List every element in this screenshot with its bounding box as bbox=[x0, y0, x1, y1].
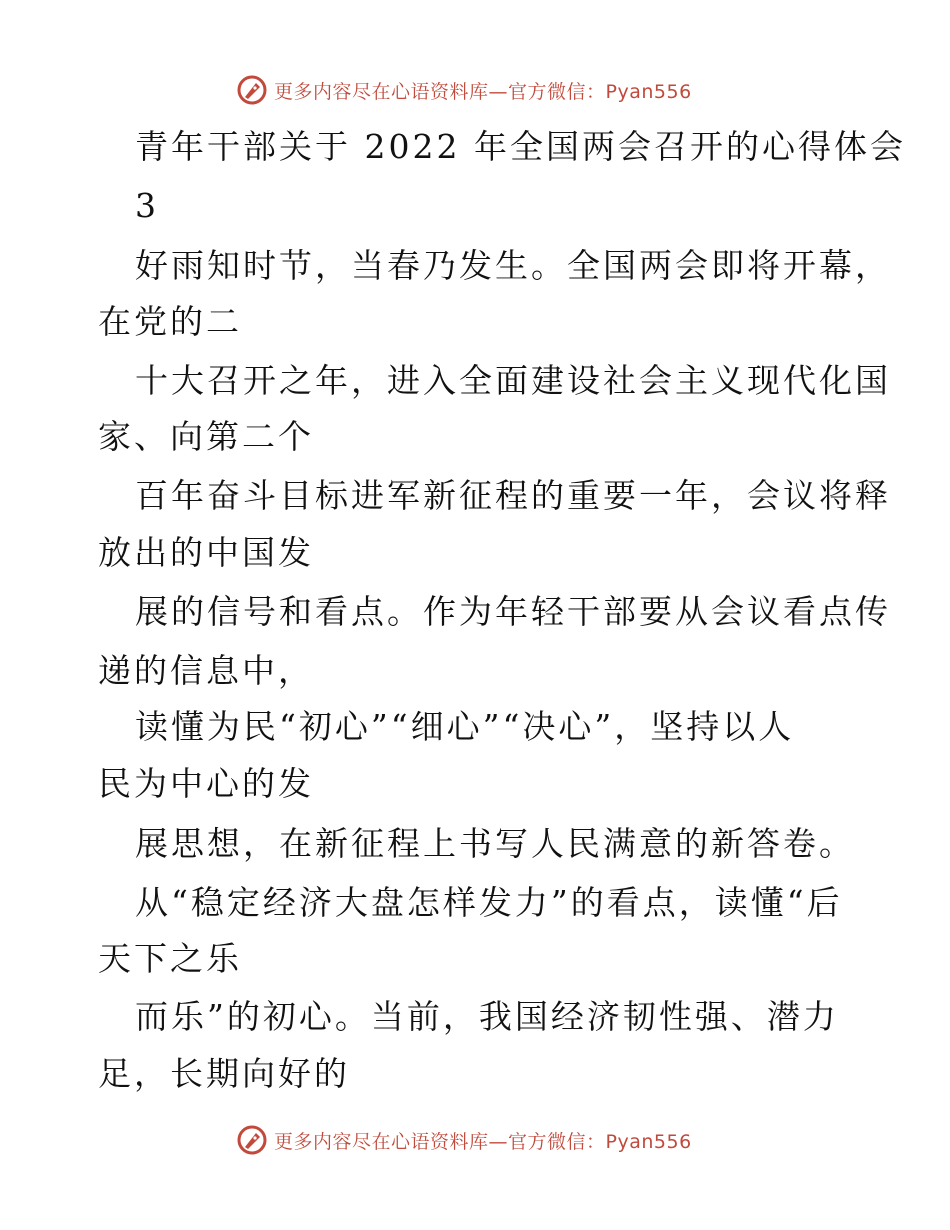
paragraph-line: 读懂为民“初心”“细心”“决心”，坚持以人 bbox=[135, 707, 795, 746]
pen-nib-logo-icon bbox=[236, 1124, 268, 1156]
paragraph-line: 展的信号和看点。作为年轻干部要从会议看点传 bbox=[135, 592, 891, 631]
paragraph-line: 展思想，在新征程上书写人民满意的新答卷。 bbox=[135, 824, 855, 863]
watermark-text: 更多内容尽在心语资料库—官方微信：Pyan556 bbox=[274, 80, 692, 103]
paragraph-line: 足，长期向好的 bbox=[98, 1054, 350, 1093]
paragraph-line: 家、向第二个 bbox=[98, 417, 314, 456]
document-title-number: 3 bbox=[135, 186, 159, 225]
paragraph-line: 在党的二 bbox=[98, 302, 242, 341]
pen-nib-logo-icon bbox=[236, 74, 268, 106]
paragraph-line: 百年奋斗目标进军新征程的重要一年，会议将释 bbox=[135, 476, 891, 515]
paragraph-line: 好雨知时节，当春乃发生。全国两会即将开幕， bbox=[135, 246, 891, 285]
header-watermark bbox=[236, 72, 692, 108]
paragraph-line: 民为中心的发 bbox=[98, 764, 314, 803]
paragraph-line: 天下之乐 bbox=[98, 939, 242, 978]
paragraph-line: 而乐”的初心。当前，我国经济韧性强、潜力 bbox=[135, 997, 839, 1036]
document-title: 青年干部关于 2022 年全国两会召开的心得体会 bbox=[135, 127, 906, 166]
paragraph-line: 十大召开之年，进入全面建设社会主义现代化国 bbox=[135, 361, 891, 400]
paragraph-line: 递的信息中， bbox=[98, 651, 314, 690]
paragraph-line: 从“稳定经济大盘怎样发力”的看点，读懂“后 bbox=[135, 883, 843, 922]
paragraph-line: 放出的中国发 bbox=[98, 533, 314, 572]
footer-watermark bbox=[236, 1122, 692, 1158]
watermark-text: 更多内容尽在心语资料库—官方微信：Pyan556 bbox=[274, 1130, 692, 1153]
